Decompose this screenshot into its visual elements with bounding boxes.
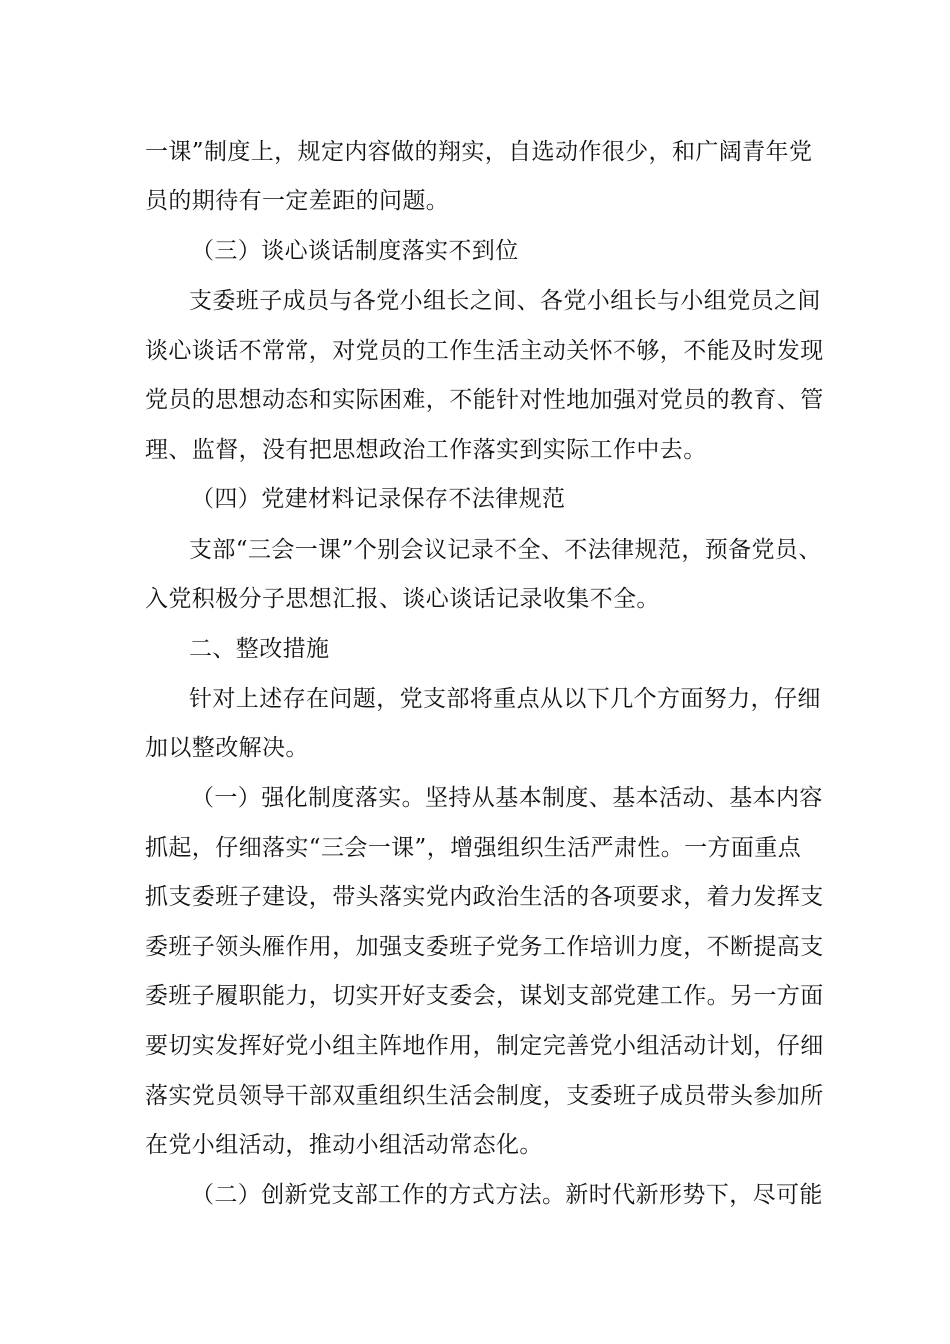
section-heading: 二、整改措施: [189, 636, 330, 662]
body-text-line: 抓支委班子建设，带头落实党内政治生活的各项要求，着力发挥支: [145, 884, 824, 910]
body-text-line: 一课”制度上，规定内容做的翔实，自选动作很少，和广阔青年党: [145, 139, 813, 165]
body-text-line: 入党积极分子思想汇报、谈心谈话记录收集不全。: [145, 586, 660, 612]
body-text-line: 针对上述存在问题，党支部将重点从以下几个方面努力，仔细: [189, 686, 821, 712]
body-text-line: 支委班子成员与各党小组长之间、各党小组长与小组党员之间: [189, 288, 821, 314]
body-text-line: 要切实发挥好党小组主阵地作用，制定完善党小组活动计划，仔细: [145, 1033, 824, 1059]
body-text-line: 理、监督，没有把思想政治工作落实到实际工作中去。: [145, 437, 707, 463]
body-text-line: 加以整改解决。: [145, 735, 309, 761]
body-text-line: 党员的思想动态和实际困难，不能针对性地加强对党员的教育、管: [145, 387, 824, 413]
body-text-line: （一）强化制度落实。坚持从基本制度、基本活动、基本内容: [191, 785, 823, 811]
body-text-line: 支部“三会一课”个别会议记录不全、不法律规范，预备党员、: [189, 537, 822, 563]
body-text-line: 员的期待有一定差距的问题。: [145, 188, 450, 214]
section-heading: （三）谈心谈话制度落实不到位: [191, 238, 519, 264]
body-text-line: （二）创新党支部工作的方式方法。新时代新形势下，尽可能: [191, 1182, 823, 1208]
body-text-line: 委班子领头雁作用，加强支委班子党务工作培训力度，不断提高支: [145, 934, 824, 960]
body-text-line: 在党小组活动，推动小组活动常态化。: [145, 1132, 543, 1158]
body-text-line: 抓起，仔细落实“三会一课”，增强组织生活严肃性。一方面重点: [145, 835, 802, 861]
section-heading: （四）党建材料记录保存不法律规范: [191, 486, 566, 512]
body-text-line: 落实党员领导干部双重组织生活会制度，支委班子成员带头参加所: [145, 1083, 824, 1109]
body-text-line: 委班子履职能力，切实开好支委会，谋划支部党建工作。另一方面: [145, 983, 824, 1009]
body-text-line: 谈心谈话不常常，对党员的工作生活主动关怀不够，不能及时发现: [145, 338, 824, 364]
